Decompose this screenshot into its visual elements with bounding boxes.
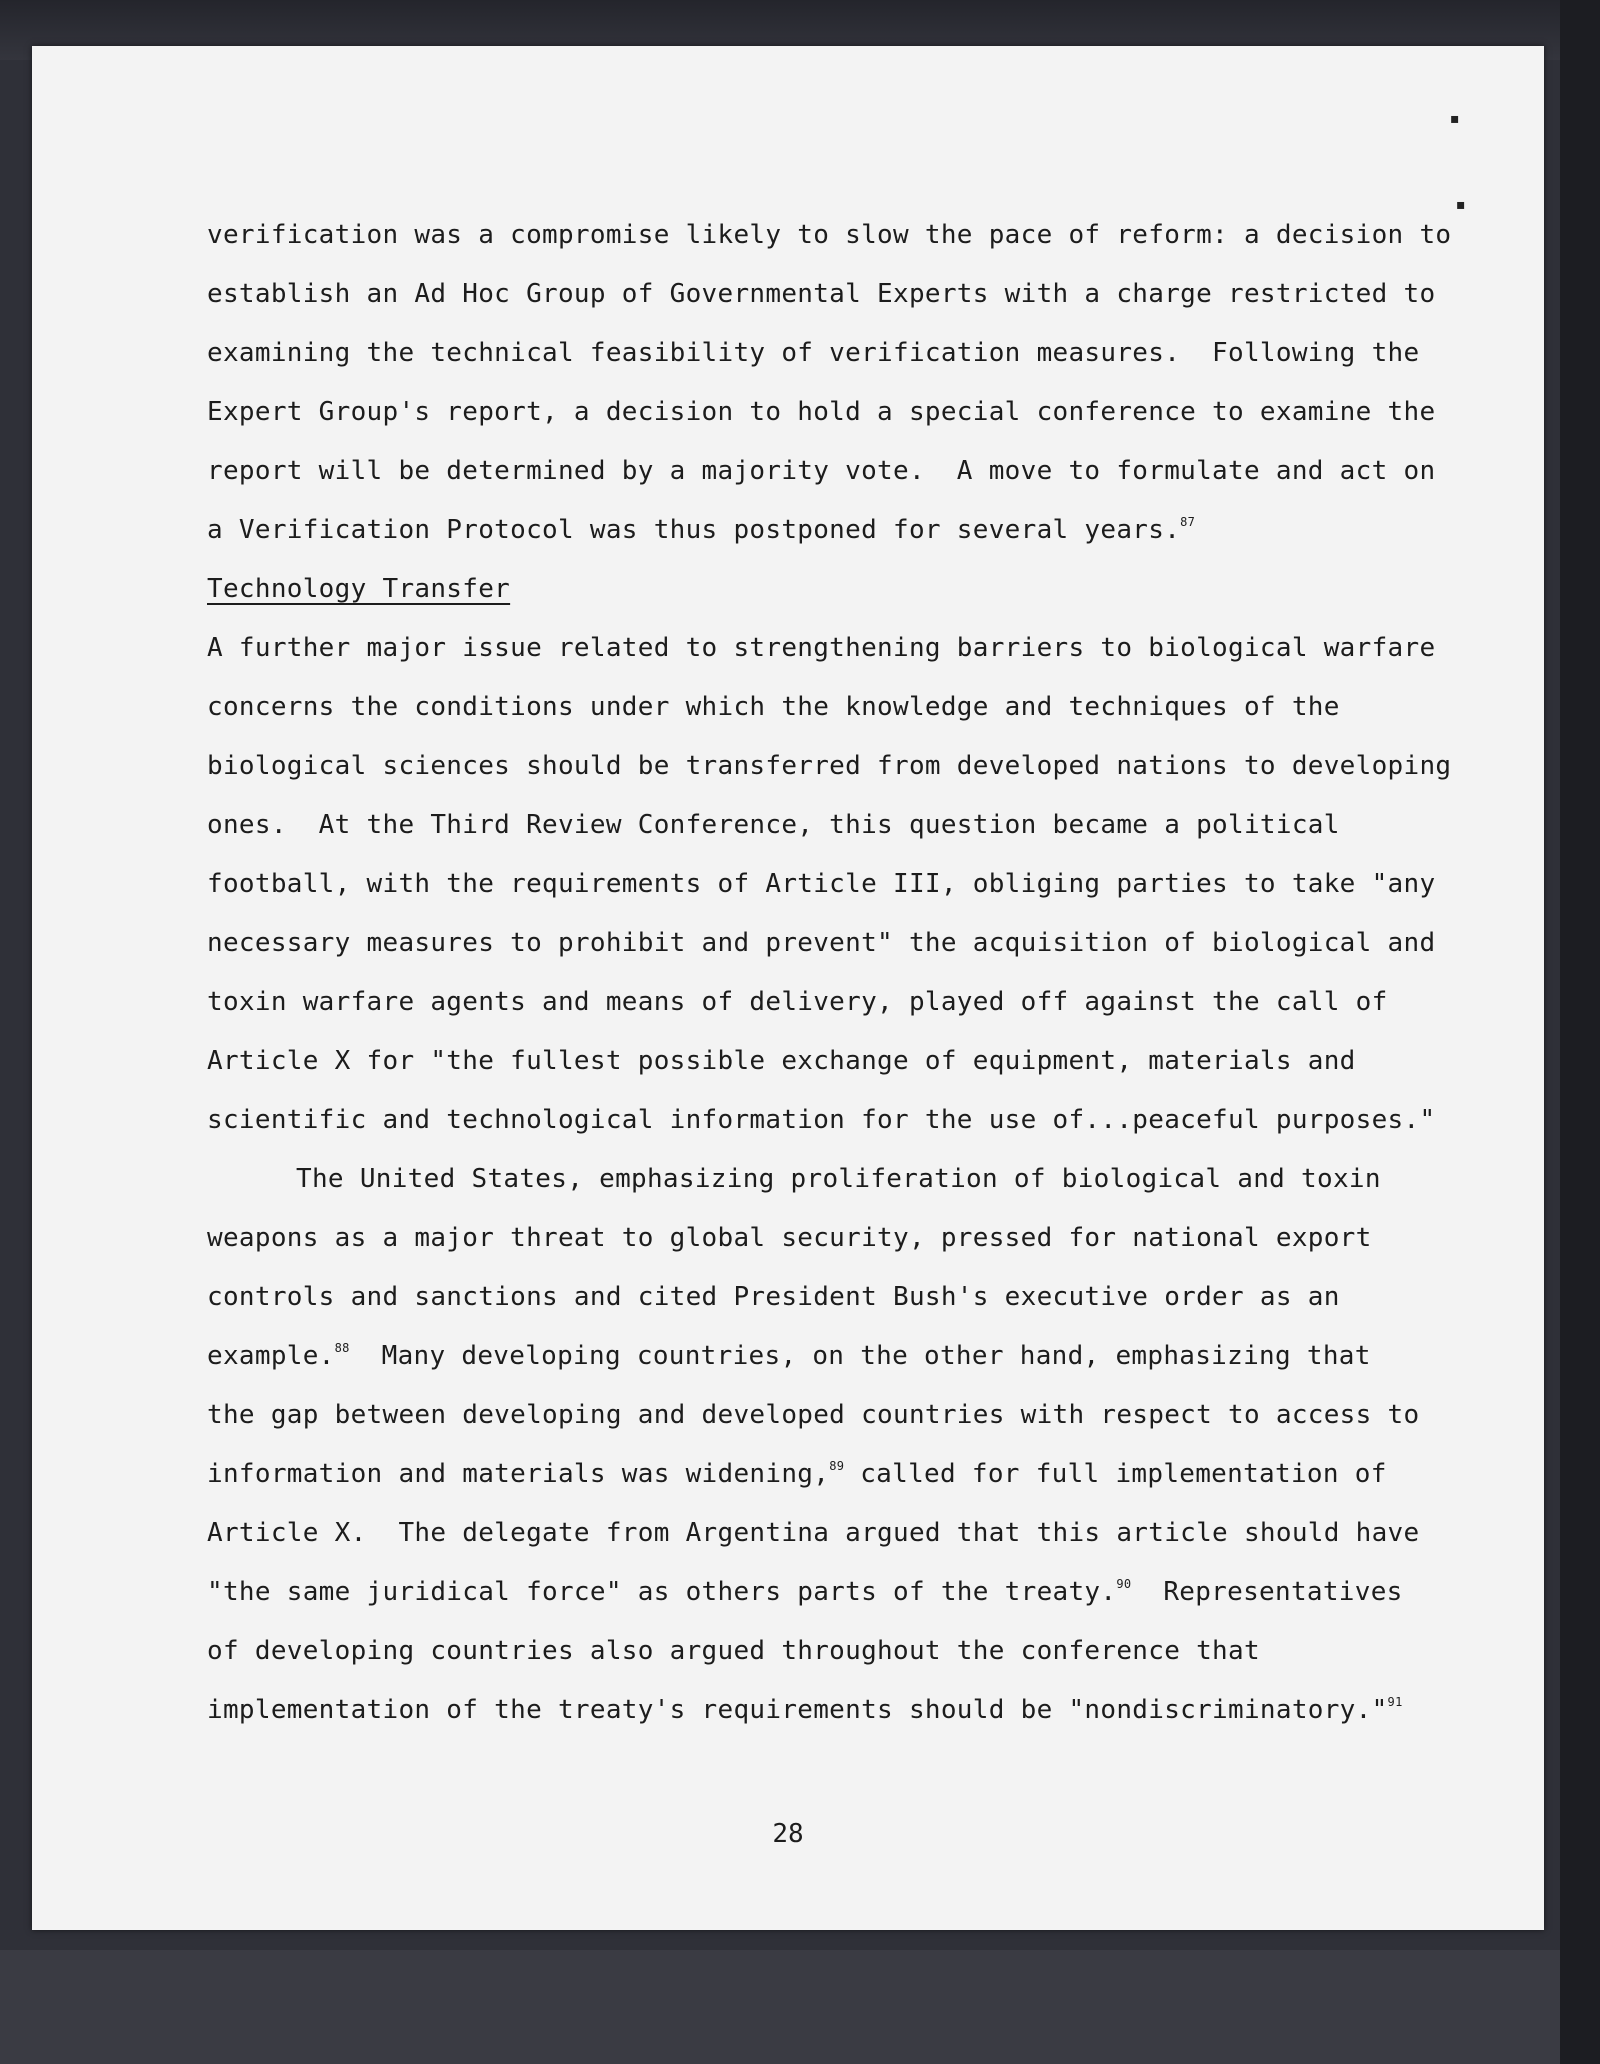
text-line: toxin warfare agents and means of delivery, played off against the call of <box>207 987 1388 1017</box>
text-line <box>207 1445 1387 1504</box>
text-line: controls and sanctions and cited President Bush's executive order as an <box>207 1282 1340 1312</box>
text-line: scientific and technological information for the use of...peaceful purposes." <box>207 1105 1436 1135</box>
text-line: examining the technical feasibility of verification measures. Following the <box>207 338 1420 368</box>
text-line: The United States, emphasizing proliferation of biological and toxin <box>296 1164 1381 1194</box>
line-text: example. <box>207 1341 335 1371</box>
line-text: called for full implementation of <box>844 1459 1387 1489</box>
text-line: of developing countries also argued throughout the conference that <box>207 1636 1260 1666</box>
line-text: "the same juridical force" as others parts of the treaty. <box>207 1577 1117 1607</box>
footnote-ref: 91 <box>1387 1695 1403 1709</box>
page-number: 28 <box>772 1819 804 1849</box>
section-heading-line <box>207 560 1387 619</box>
document-page <box>32 46 1544 1930</box>
text-line: ones. At the Third Review Conference, this question became a political <box>207 810 1340 840</box>
punch-mark-icon: ▪ <box>1450 111 1460 127</box>
text-line: Article X. The delegate from Argentina argued that this article should have <box>207 1518 1420 1548</box>
footnote-ref: 90 <box>1116 1577 1132 1591</box>
text-line: report will be determined by a majority vote. A move to formulate and act on <box>207 456 1436 486</box>
section-heading: Technology Transfer <box>207 574 511 604</box>
punch-mark-icon: ▪ <box>1456 197 1466 213</box>
text-line: verification was a compromise likely to slow the pace of reform: a decision to <box>207 220 1452 250</box>
footnote-ref: 89 <box>829 1459 845 1473</box>
board-bottom <box>0 1950 1600 2064</box>
text-line: Article X for "the fullest possible exchange of equipment, materials and <box>207 1046 1356 1076</box>
line-text: a Verification Protocol was thus postponed for several years. <box>207 515 1181 545</box>
text-line: necessary measures to prohibit and prevent" the acquisition of biological and <box>207 928 1436 958</box>
text-line: the gap between developing and developed countries with respect to access to <box>207 1400 1420 1430</box>
body-text <box>207 206 1452 1740</box>
text-line: establish an Ad Hoc Group of Governmental Experts with a charge restricted to <box>207 279 1436 309</box>
line-text: information and materials was widening, <box>207 1459 830 1489</box>
text-line: football, with the requirements of Article III, obliging parties to take "any <box>207 869 1436 899</box>
text-line: concerns the conditions under which the knowledge and techniques of the <box>207 692 1340 722</box>
footnote-ref: 87 <box>1180 515 1196 529</box>
line-text: Representatives <box>1131 1577 1403 1607</box>
text-line: weapons as a major threat to global security, pressed for national export <box>207 1223 1372 1253</box>
text-line <box>207 1681 1403 1740</box>
text-line <box>207 1563 1403 1622</box>
line-text: implementation of the treaty's requirements should be "nondiscriminatory." <box>207 1695 1388 1725</box>
text-line: A further major issue related to strengthening barriers to biological warfare <box>207 633 1436 663</box>
line-text: Many developing countries, on the other hand, emphasizing that <box>349 1341 1371 1371</box>
text-line <box>207 501 1387 560</box>
board-right <box>1560 0 1600 2064</box>
text-line: biological sciences should be transferred from developed nations to developing <box>207 751 1452 781</box>
footnote-ref: 88 <box>334 1341 350 1355</box>
text-line: Expert Group's report, a decision to hold a special conference to examine the <box>207 397 1436 427</box>
text-line <box>207 1327 1387 1386</box>
